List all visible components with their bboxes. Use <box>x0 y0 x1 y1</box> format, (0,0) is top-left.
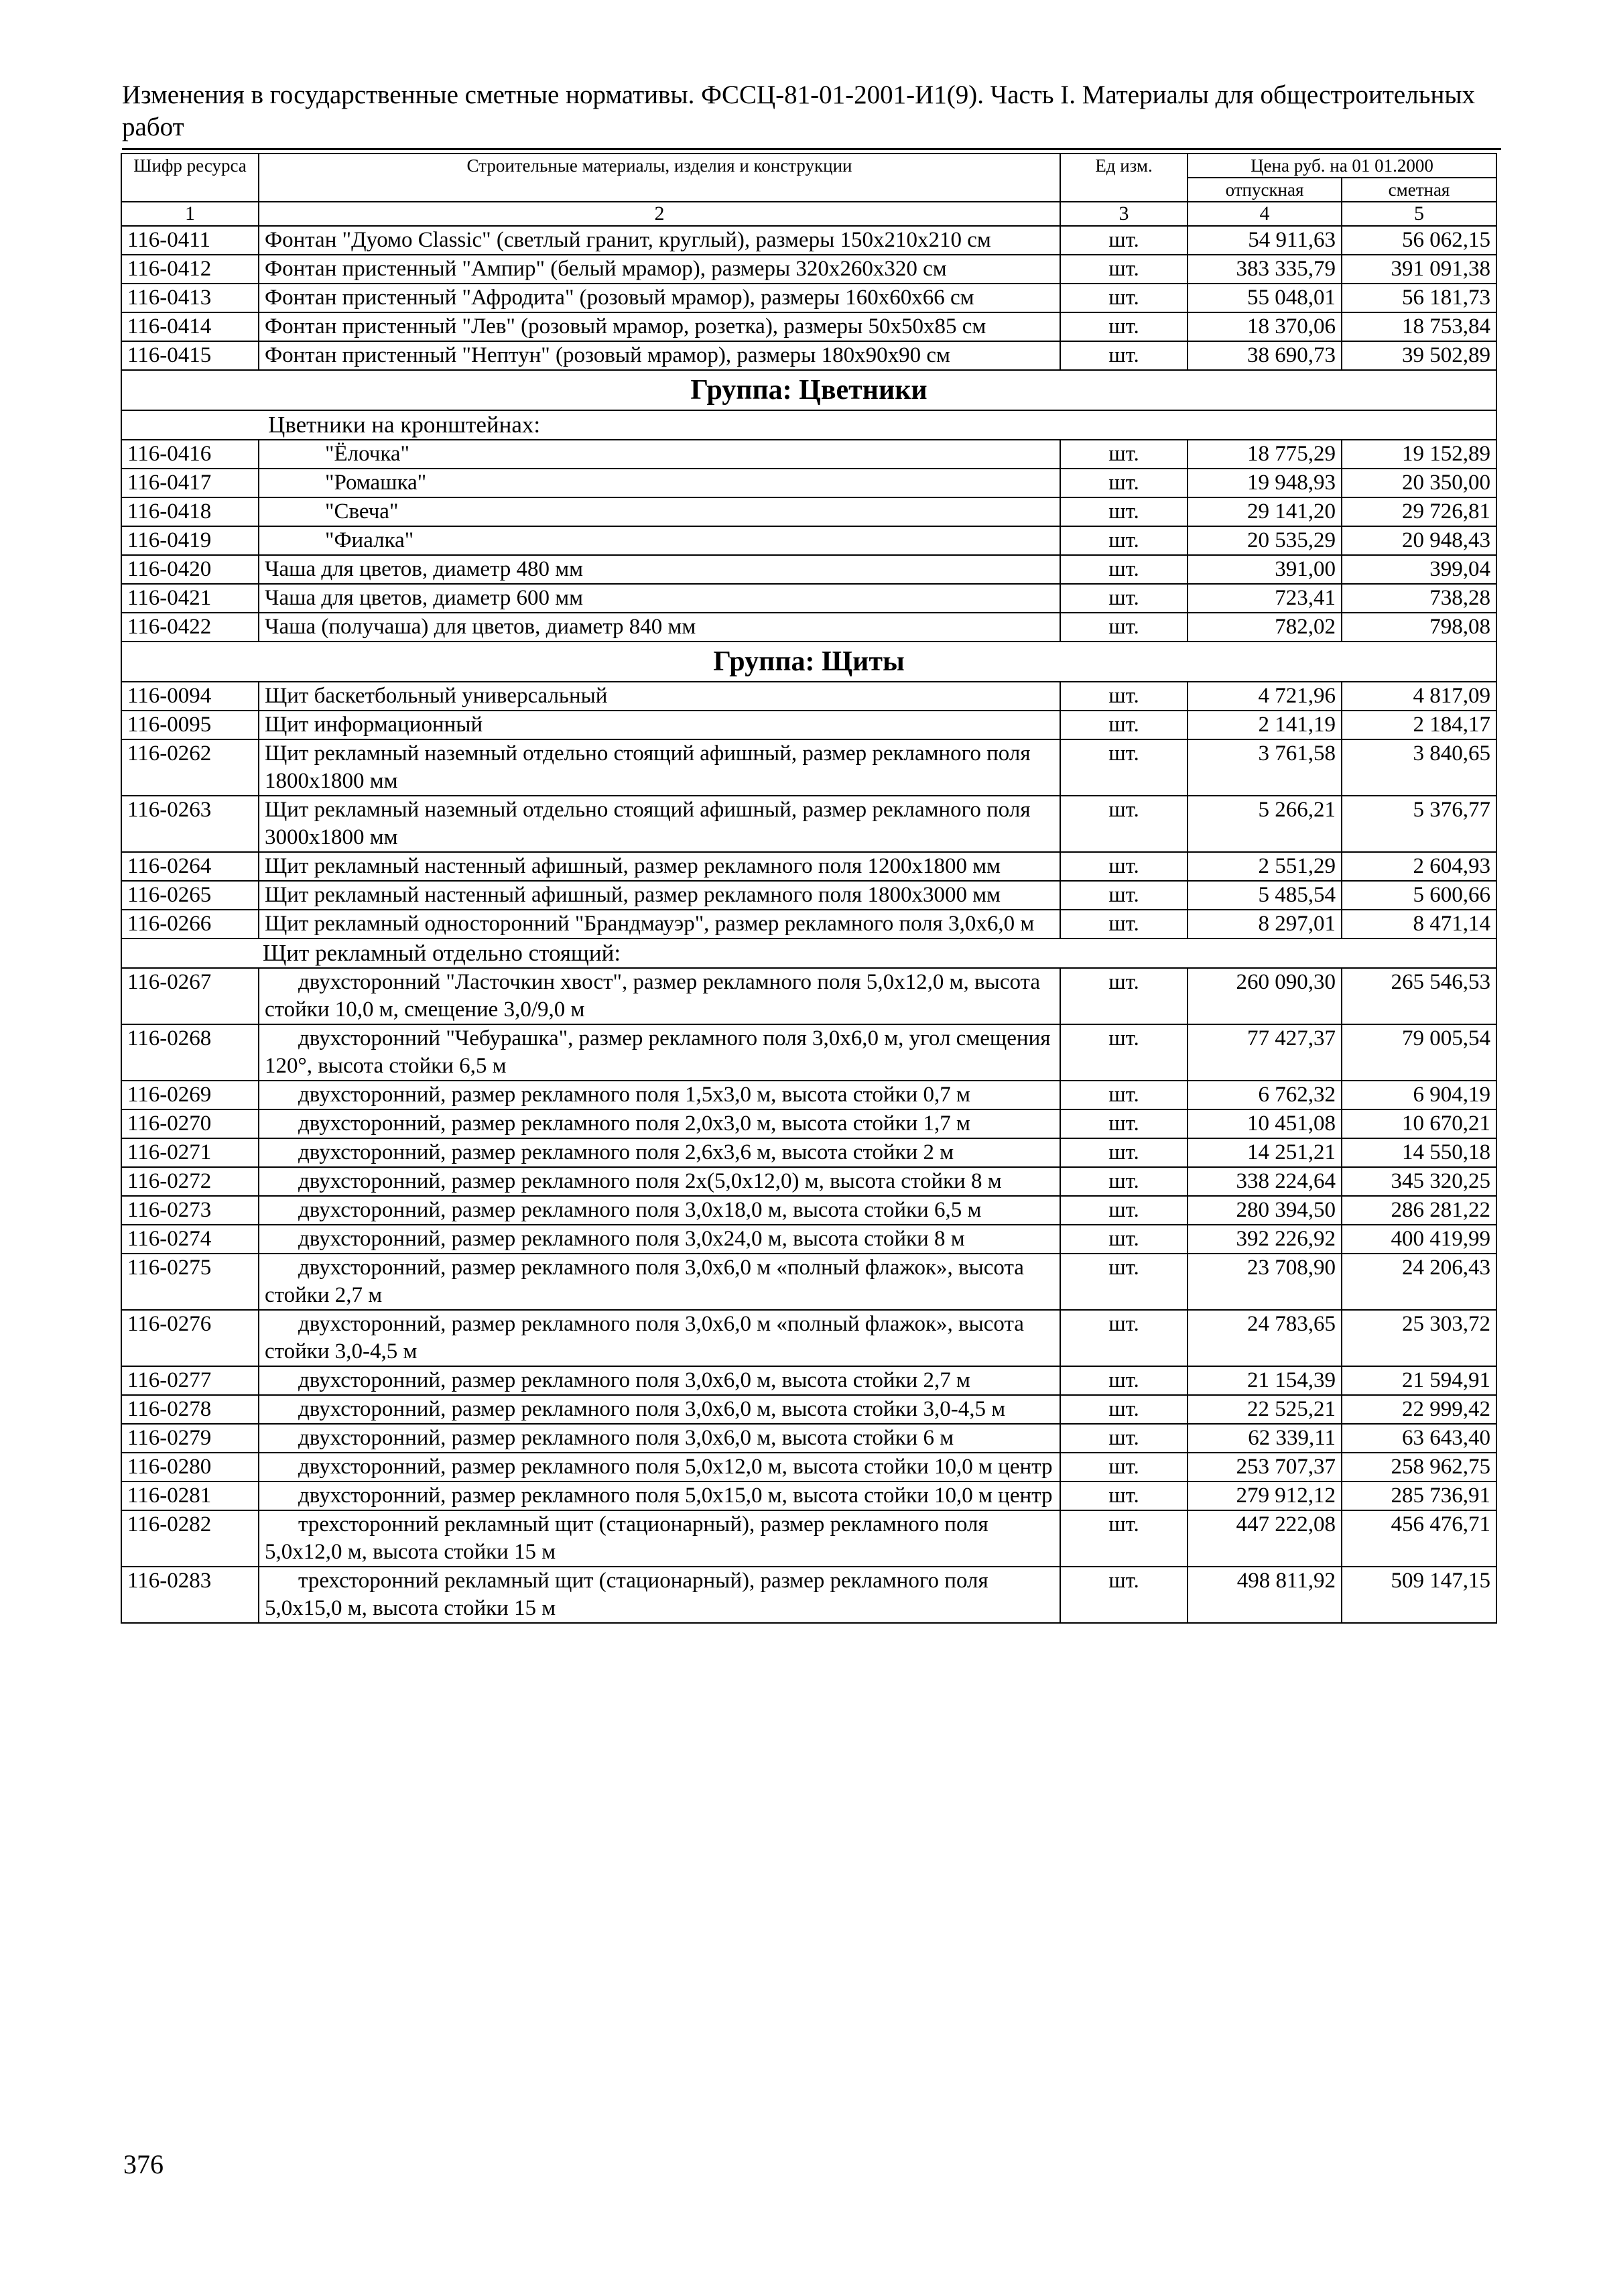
page-header: Изменения в государственные сметные нормативы. ФССЦ-81-01-2001-И1(9). Часть I. Материалы для общестроительных работ <box>122 80 1476 141</box>
group-heading: Группа: Щиты <box>121 642 1496 682</box>
unit-cell: шт. <box>1060 1424 1188 1453</box>
unit-cell: шт. <box>1060 1482 1188 1510</box>
unit-cell: шт. <box>1060 341 1188 370</box>
release-price: 391,00 <box>1188 555 1342 584</box>
estimate-price: 738,28 <box>1342 584 1496 613</box>
estimate-price: 8 471,14 <box>1342 910 1496 939</box>
resource-code: 116-0278 <box>121 1395 259 1424</box>
release-price: 392 226,92 <box>1188 1225 1342 1254</box>
resource-code: 116-0267 <box>121 968 259 1024</box>
resource-code: 116-0269 <box>121 1081 259 1109</box>
material-name-text: двухсторонний, размер рекламного поля 3,0х6,0 м, высота стойки 6 м <box>298 1426 954 1450</box>
estimate-price: 509 147,15 <box>1342 1567 1496 1623</box>
unit-cell: шт. <box>1060 584 1188 613</box>
estimate-price: 798,08 <box>1342 613 1496 642</box>
material-name-text: двухсторонний, размер рекламного поля 1,5х3,0 м, высота стойки 0,7 м <box>298 1083 970 1107</box>
unit-cell: шт. <box>1060 613 1188 642</box>
material-name <box>259 1482 1060 1510</box>
table-row <box>121 1138 1496 1167</box>
release-price: 8 297,01 <box>1188 910 1342 939</box>
price-table <box>121 153 1497 1624</box>
col-number: 2 <box>259 202 1060 226</box>
unit-cell: шт. <box>1060 796 1188 852</box>
unit-cell: шт. <box>1060 682 1188 711</box>
estimate-price: 22 999,42 <box>1342 1395 1496 1424</box>
release-price: 253 707,37 <box>1188 1453 1342 1482</box>
material-name: Фонтан пристенный "Лев" (розовый мрамор, розетка), размеры 50х50х85 см <box>259 312 1060 341</box>
unit-cell: шт. <box>1060 1225 1188 1254</box>
table-row <box>121 1453 1496 1482</box>
standalone-shields-section <box>121 968 1496 1623</box>
table-row <box>121 739 1496 796</box>
release-price: 723,41 <box>1188 584 1342 613</box>
resource-code: 116-0277 <box>121 1366 259 1395</box>
release-price: 782,02 <box>1188 613 1342 642</box>
unit-cell: шт. <box>1060 1567 1188 1623</box>
release-price: 29 141,20 <box>1188 497 1342 526</box>
material-name <box>259 1024 1060 1081</box>
group-heading: Группа: Цветники <box>121 370 1496 410</box>
estimate-price: 25 303,72 <box>1342 1310 1496 1366</box>
unit-cell: шт. <box>1060 968 1188 1024</box>
release-price: 22 525,21 <box>1188 1395 1342 1424</box>
release-price: 5 266,21 <box>1188 796 1342 852</box>
table-row <box>121 341 1496 370</box>
release-price: 10 451,08 <box>1188 1109 1342 1138</box>
material-name: Фонтан "Дуомо Classic" (светлый гранит, круглый), размеры 150х210х210 см <box>259 226 1060 255</box>
col-number: 5 <box>1342 202 1496 226</box>
table-row <box>121 711 1496 739</box>
material-name: Щит информационный <box>259 711 1060 739</box>
table-row <box>121 284 1496 312</box>
col-header-price: Цена руб. на 01 01.2000 <box>1188 154 1496 178</box>
estimate-price: 18 753,84 <box>1342 312 1496 341</box>
material-name: Щит баскетбольный универсальный <box>259 682 1060 711</box>
release-price: 23 708,90 <box>1188 1254 1342 1310</box>
fountains-section <box>121 226 1496 370</box>
release-price: 2 141,19 <box>1188 711 1342 739</box>
release-price: 383 335,79 <box>1188 255 1342 284</box>
release-price: 4 721,96 <box>1188 682 1342 711</box>
material-name-text: двухсторонний, размер рекламного поля 3,0х6,0 м, высота стойки 2,7 м <box>298 1368 970 1392</box>
material-name-text: двухсторонний, размер рекламного поля 2,6х3,6 м, высота стойки 2 м <box>298 1140 954 1164</box>
table-row <box>121 584 1496 613</box>
col-header-name: Строительные материалы, изделия и конструкции <box>259 154 1060 202</box>
material-name: Фонтан пристенный "Нептун" (розовый мрамор), размеры 180х90х90 см <box>259 341 1060 370</box>
material-name: Чаша для цветов, диаметр 480 мм <box>259 555 1060 584</box>
resource-code: 116-0412 <box>121 255 259 284</box>
bracket-flowers-section <box>121 440 1496 555</box>
unit-cell: шт. <box>1060 711 1188 739</box>
bowls-section <box>121 555 1496 642</box>
material-name: "Фиалка" <box>259 526 1060 555</box>
estimate-price: 63 643,40 <box>1342 1424 1496 1453</box>
table-row <box>121 1395 1496 1424</box>
estimate-price: 24 206,43 <box>1342 1254 1496 1310</box>
page-number: 376 <box>123 2149 164 2179</box>
material-name-text: двухсторонний, размер рекламного поля 3,0х24,0 м, высота стойки 8 м <box>298 1227 965 1251</box>
release-price: 279 912,12 <box>1188 1482 1342 1510</box>
material-name <box>259 1081 1060 1109</box>
resource-code: 116-0418 <box>121 497 259 526</box>
table-row <box>121 613 1496 642</box>
estimate-price: 10 670,21 <box>1342 1109 1496 1138</box>
resource-code: 116-0413 <box>121 284 259 312</box>
material-name <box>259 1167 1060 1196</box>
resource-code: 116-0266 <box>121 910 259 939</box>
table-row <box>121 1424 1496 1453</box>
material-name-text: двухсторонний, размер рекламного поля 2х(5,0х12,0) м, высота стойки 8 м <box>298 1169 1002 1193</box>
material-name <box>259 1138 1060 1167</box>
release-price: 21 154,39 <box>1188 1366 1342 1395</box>
unit-cell: шт. <box>1060 526 1188 555</box>
material-name-text: двухсторонний, размер рекламного поля 3,0х6,0 м «полный флажок», высота стойки 3,0-4,5 м <box>265 1312 1024 1364</box>
table-row <box>121 852 1496 881</box>
estimate-price: 6 904,19 <box>1342 1081 1496 1109</box>
release-price: 14 251,21 <box>1188 1138 1342 1167</box>
material-name-text: двухсторонний "Ласточкин хвост", размер рекламного поля 5,0х12,0 м, высота стойки 10,0 м, смещение 3,0/9,0 м <box>265 970 1040 1022</box>
unit-cell: шт. <box>1060 739 1188 796</box>
resource-code: 116-0416 <box>121 440 259 469</box>
release-price: 19 948,93 <box>1188 469 1342 497</box>
col-header-unit: Ед изм. <box>1060 154 1188 202</box>
resource-code: 116-0279 <box>121 1424 259 1453</box>
resource-code: 116-0264 <box>121 852 259 881</box>
unit-cell: шт. <box>1060 1510 1188 1567</box>
release-price: 54 911,63 <box>1188 226 1342 255</box>
estimate-price: 21 594,91 <box>1342 1366 1496 1395</box>
col-header-code: Шифр ресурса <box>121 154 259 202</box>
col-number: 4 <box>1188 202 1342 226</box>
unit-cell: шт. <box>1060 255 1188 284</box>
estimate-price: 456 476,71 <box>1342 1510 1496 1567</box>
flowers-group <box>121 370 1496 440</box>
unit-cell: шт. <box>1060 226 1188 255</box>
material-name <box>259 968 1060 1024</box>
material-name: Фонтан пристенный "Ампир" (белый мрамор), размеры 320х260х320 см <box>259 255 1060 284</box>
resource-code: 116-0422 <box>121 613 259 642</box>
resource-code: 116-0282 <box>121 1510 259 1567</box>
material-name: Щит рекламный односторонний "Брандмауэр", размер рекламного поля 3,0х6,0 м <box>259 910 1060 939</box>
estimate-price: 345 320,25 <box>1342 1167 1496 1196</box>
table-row <box>121 255 1496 284</box>
unit-cell: шт. <box>1060 1310 1188 1366</box>
release-price: 338 224,64 <box>1188 1167 1342 1196</box>
release-price: 38 690,73 <box>1188 341 1342 370</box>
material-name <box>259 1453 1060 1482</box>
resource-code: 116-0268 <box>121 1024 259 1081</box>
unit-cell: шт. <box>1060 1081 1188 1109</box>
unit-cell: шт. <box>1060 881 1188 910</box>
table-row <box>121 1024 1496 1081</box>
subgroup-heading: Цветники на кронштейнах: <box>121 410 1496 440</box>
material-name-text: двухсторонний "Чебурашка", размер рекламного поля 3,0х6,0 м, угол смещения 120°, высота стойки 6,5 м <box>265 1026 1051 1078</box>
unit-cell: шт. <box>1060 1109 1188 1138</box>
table-row <box>121 682 1496 711</box>
resource-code: 116-0095 <box>121 711 259 739</box>
unit-cell: шт. <box>1060 312 1188 341</box>
table-row <box>121 1482 1496 1510</box>
release-price: 3 761,58 <box>1188 739 1342 796</box>
unit-cell: шт. <box>1060 1453 1188 1482</box>
release-price: 2 551,29 <box>1188 852 1342 881</box>
release-price: 24 783,65 <box>1188 1310 1342 1366</box>
resource-code: 116-0272 <box>121 1167 259 1196</box>
table-row <box>121 1225 1496 1254</box>
material-name <box>259 1567 1060 1623</box>
release-price: 20 535,29 <box>1188 526 1342 555</box>
estimate-price: 5 600,66 <box>1342 881 1496 910</box>
table-row <box>121 469 1496 497</box>
estimate-price: 285 736,91 <box>1342 1482 1496 1510</box>
release-price: 260 090,30 <box>1188 968 1342 1024</box>
release-price: 18 370,06 <box>1188 312 1342 341</box>
material-name: "Свеча" <box>259 497 1060 526</box>
estimate-price: 400 419,99 <box>1342 1225 1496 1254</box>
table-row <box>121 1510 1496 1567</box>
col-number: 3 <box>1060 202 1188 226</box>
estimate-price: 39 502,89 <box>1342 341 1496 370</box>
release-price: 447 222,08 <box>1188 1510 1342 1567</box>
material-name: Щит рекламный настенный афишный, размер рекламного поля 1200х1800 мм <box>259 852 1060 881</box>
table-row <box>121 440 1496 469</box>
table-row <box>121 497 1496 526</box>
unit-cell: шт. <box>1060 1196 1188 1225</box>
table-row <box>121 881 1496 910</box>
material-name: Чаша для цветов, диаметр 600 мм <box>259 584 1060 613</box>
resource-code: 116-0420 <box>121 555 259 584</box>
material-name: Фонтан пристенный "Афродита" (розовый мрамор), размеры 160х60х66 см <box>259 284 1060 312</box>
estimate-price: 20 948,43 <box>1342 526 1496 555</box>
shields-group <box>121 642 1496 682</box>
material-name-text: трехсторонний рекламный щит (стационарный), размер рекламного поля 5,0х12,0 м, высота стойки 15 м <box>265 1512 988 1564</box>
table-row <box>121 555 1496 584</box>
material-name: Щит рекламный настенный афишный, размер рекламного поля 1800х3000 мм <box>259 881 1060 910</box>
release-price: 5 485,54 <box>1188 881 1342 910</box>
release-price: 77 427,37 <box>1188 1024 1342 1081</box>
resource-code: 116-0274 <box>121 1225 259 1254</box>
material-name <box>259 1395 1060 1424</box>
col-number: 1 <box>121 202 259 226</box>
table-row <box>121 312 1496 341</box>
resource-code: 116-0419 <box>121 526 259 555</box>
material-name-text: двухсторонний, размер рекламного поля 5,0х15,0 м, высота стойки 10,0 м центр <box>298 1484 1053 1508</box>
resource-code: 116-0265 <box>121 881 259 910</box>
release-price: 62 339,11 <box>1188 1424 1342 1453</box>
unit-cell: шт. <box>1060 497 1188 526</box>
material-name <box>259 1310 1060 1366</box>
resource-code: 116-0270 <box>121 1109 259 1138</box>
release-price: 280 394,50 <box>1188 1196 1342 1225</box>
resource-code: 116-0283 <box>121 1567 259 1623</box>
material-name <box>259 1109 1060 1138</box>
material-name-text: трехсторонний рекламный щит (стационарный), размер рекламного поля 5,0х15,0 м, высота стойки 15 м <box>265 1569 988 1620</box>
estimate-price: 2 604,93 <box>1342 852 1496 881</box>
resource-code: 116-0411 <box>121 226 259 255</box>
estimate-price: 399,04 <box>1342 555 1496 584</box>
table-row <box>121 1167 1496 1196</box>
material-name-text: двухсторонний, размер рекламного поля 3,0х18,0 м, высота стойки 6,5 м <box>298 1198 982 1222</box>
resource-code: 116-0271 <box>121 1138 259 1167</box>
resource-code: 116-0263 <box>121 796 259 852</box>
unit-cell: шт. <box>1060 852 1188 881</box>
table-row <box>121 910 1496 939</box>
estimate-price: 56 181,73 <box>1342 284 1496 312</box>
resource-code: 116-0280 <box>121 1453 259 1482</box>
unit-cell: шт. <box>1060 1366 1188 1395</box>
table-row <box>121 796 1496 852</box>
material-name: "Ёлочка" <box>259 440 1060 469</box>
estimate-price: 20 350,00 <box>1342 469 1496 497</box>
resource-code: 116-0281 <box>121 1482 259 1510</box>
col-header-release: отпускная <box>1188 178 1342 202</box>
unit-cell: шт. <box>1060 555 1188 584</box>
table-row <box>121 1081 1496 1109</box>
estimate-price: 265 546,53 <box>1342 968 1496 1024</box>
unit-cell: шт. <box>1060 1024 1188 1081</box>
material-name: Щит рекламный наземный отдельно стоящий афишный, размер рекламного поля 3000х1800 мм <box>259 796 1060 852</box>
estimate-price: 14 550,18 <box>1342 1138 1496 1167</box>
unit-cell: шт. <box>1060 440 1188 469</box>
resource-code: 116-0276 <box>121 1310 259 1366</box>
material-name-text: двухсторонний, размер рекламного поля 2,0х3,0 м, высота стойки 1,7 м <box>298 1111 970 1136</box>
resource-code: 116-0275 <box>121 1254 259 1310</box>
table-row <box>121 1567 1496 1623</box>
col-header-estimate: сметная <box>1342 178 1496 202</box>
release-price: 6 762,32 <box>1188 1081 1342 1109</box>
resource-code: 116-0414 <box>121 312 259 341</box>
table-row <box>121 1109 1496 1138</box>
resource-code: 116-0421 <box>121 584 259 613</box>
material-name: Щит рекламный наземный отдельно стоящий афишный, размер рекламного поля 1800х1800 мм <box>259 739 1060 796</box>
resource-code: 116-0415 <box>121 341 259 370</box>
material-name <box>259 1254 1060 1310</box>
table-row <box>121 1310 1496 1366</box>
material-name <box>259 1225 1060 1254</box>
estimate-price: 19 152,89 <box>1342 440 1496 469</box>
material-name-text: двухсторонний, размер рекламного поля 3,0х6,0 м, высота стойки 3,0-4,5 м <box>298 1397 1006 1421</box>
release-price: 55 048,01 <box>1188 284 1342 312</box>
estimate-price: 2 184,17 <box>1342 711 1496 739</box>
unit-cell: шт. <box>1060 284 1188 312</box>
unit-cell: шт. <box>1060 1138 1188 1167</box>
material-name: "Ромашка" <box>259 469 1060 497</box>
estimate-price: 5 376,77 <box>1342 796 1496 852</box>
table-row <box>121 968 1496 1024</box>
table-row <box>121 526 1496 555</box>
material-name-text: двухсторонний, размер рекламного поля 3,0х6,0 м «полный флажок», высота стойки 2,7 м <box>265 1256 1024 1307</box>
header-rule <box>122 148 1501 150</box>
unit-cell: шт. <box>1060 910 1188 939</box>
material-name <box>259 1196 1060 1225</box>
estimate-price: 391 091,38 <box>1342 255 1496 284</box>
estimate-price: 79 005,54 <box>1342 1024 1496 1081</box>
material-name <box>259 1510 1060 1567</box>
unit-cell: шт. <box>1060 1167 1188 1196</box>
release-price: 18 775,29 <box>1188 440 1342 469</box>
material-name <box>259 1366 1060 1395</box>
subgroup-heading: Щит рекламный отдельно стоящий: <box>121 939 1496 968</box>
estimate-price: 286 281,22 <box>1342 1196 1496 1225</box>
column-numbers-row <box>121 202 1496 226</box>
table-row <box>121 1366 1496 1395</box>
estimate-price: 56 062,15 <box>1342 226 1496 255</box>
table-row <box>121 1254 1496 1310</box>
estimate-price: 29 726,81 <box>1342 497 1496 526</box>
resource-code: 116-0094 <box>121 682 259 711</box>
resource-code: 116-0262 <box>121 739 259 796</box>
resource-code: 116-0273 <box>121 1196 259 1225</box>
estimate-price: 258 962,75 <box>1342 1453 1496 1482</box>
table-row <box>121 226 1496 255</box>
shields-section <box>121 682 1496 939</box>
unit-cell: шт. <box>1060 1254 1188 1310</box>
resource-code: 116-0417 <box>121 469 259 497</box>
unit-cell: шт. <box>1060 469 1188 497</box>
standalone-group <box>121 939 1496 968</box>
estimate-price: 3 840,65 <box>1342 739 1496 796</box>
unit-cell: шт. <box>1060 1395 1188 1424</box>
material-name: Чаша (получаша) для цветов, диаметр 840 мм <box>259 613 1060 642</box>
material-name-text: двухсторонний, размер рекламного поля 5,0х12,0 м, высота стойки 10,0 м центр <box>298 1455 1053 1479</box>
material-name <box>259 1424 1060 1453</box>
release-price: 498 811,92 <box>1188 1567 1342 1623</box>
table-row <box>121 1196 1496 1225</box>
estimate-price: 4 817,09 <box>1342 682 1496 711</box>
